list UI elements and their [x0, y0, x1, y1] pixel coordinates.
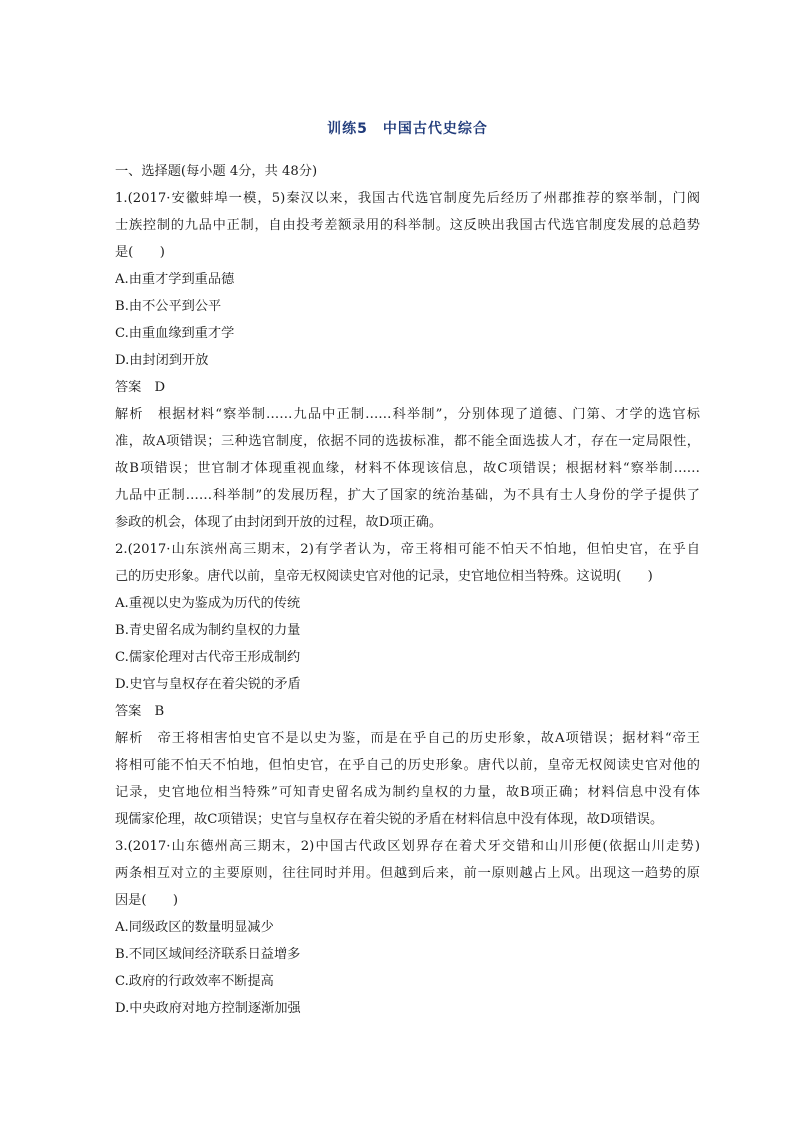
analysis-line: 现儒家伦理，故C项错误；史官与皇权存在着尖锐的矛盾在材料信息中没有体现，故D项错误。 — [115, 812, 664, 827]
option-b: B.不同区域间经济联系日益增多 — [115, 947, 301, 962]
option-b: B.由不公平到公平 — [115, 299, 222, 314]
option-d: D.由封闭到开放 — [115, 353, 209, 368]
analysis-line: 参政的机会，体现了由封闭到开放的过程，故D项正确。 — [115, 515, 443, 530]
question-2 — [115, 536, 700, 833]
option-a: A.由重才学到重品德 — [115, 272, 235, 287]
analysis-line: 将相可能不怕天不怕地，但怕史官，在乎自己的历史形象。唐代以前，皇帝无权阅读史官对他的 — [115, 758, 700, 773]
option-d: D.中央政府对地方控制逐渐加强 — [115, 1001, 301, 1016]
question-3 — [115, 833, 700, 1022]
analysis-line: 记录，史官地位相当特殊”可知青史留名成为制约皇权的力量，故B项正确；材料信息中没有体 — [115, 785, 700, 800]
answer-line: 答案 B — [115, 704, 165, 719]
question-stem-line: 2.(2017·山东滨州高三期末，2)有学者认为，帝王将相可能不怕天不怕地，但怕史官，在乎自 — [115, 542, 700, 557]
question-stem-line: 3.(2017·山东德州高三期末，2)中国古代政区划界存在着犬牙交错和山川形便(依据山川走势) — [115, 839, 700, 854]
document-body — [115, 158, 700, 1022]
question-stem-line: 己的历史形象。唐代以前，皇帝无权阅读史官对他的记录，史官地位相当特殊。这说明( ) — [115, 569, 653, 584]
section-heading: 一、选择题(每小题 4分，共 48分) — [115, 164, 318, 179]
option-c: C.政府的行政效率不断提高 — [115, 974, 274, 989]
analysis-line: 解析 帝王将相害怕史官不是以史为鉴，而是在乎自己的历史形象，故A项错误；据材料“帝王 — [115, 731, 700, 746]
question-stem-line: 是( ) — [115, 245, 165, 260]
analysis-line: 解析 根据材料“察举制……九品中正制……科举制”，分别体现了道德、门第、才学的选官标 — [115, 407, 700, 422]
analysis-line: 故B项错误；世官制才体现重视血缘，材料不体现该信息，故C项错误；根据材料“察举制…… — [115, 461, 700, 476]
option-a: A.同级政区的数量明显减少 — [115, 920, 274, 935]
question-stem-line: 士族控制的九品中正制，自由投考差额录用的科举制。这反映出我国古代选官制度发展的总趋势 — [115, 218, 700, 233]
question-stem-line: 两条相互对立的主要原则，往往同时并用。但越到后来，前一原则越占上风。出现这一趋势的原 — [115, 866, 700, 881]
analysis-line: 准，故A项错误；三种选官制度，依据不同的选拔标准，都不能全面选拔人才，存在一定局限性， — [115, 434, 700, 449]
page-title: 训练5 中国古代史综合 — [327, 121, 488, 137]
option-b: B.青史留名成为制约皇权的力量 — [115, 623, 301, 638]
option-c: C.由重血缘到重才学 — [115, 326, 235, 341]
option-c: C.儒家伦理对古代帝王形成制约 — [115, 650, 301, 665]
question-stem-line: 因是( ) — [115, 893, 179, 908]
analysis-line: 九品中正制……科举制”的发展历程，扩大了国家的统治基础，为不具有士人身份的学子提供了 — [115, 488, 700, 503]
answer-line: 答案 D — [115, 380, 166, 395]
question-1 — [115, 185, 700, 536]
option-a: A.重视以史为鉴成为历代的传统 — [115, 596, 301, 611]
option-d: D.史官与皇权存在着尖锐的矛盾 — [115, 677, 301, 692]
question-stem-line: 1.(2017·安徽蚌埠一模，5)秦汉以来，我国古代选官制度先后经历了州郡推荐的察举制，门阀 — [115, 191, 700, 206]
